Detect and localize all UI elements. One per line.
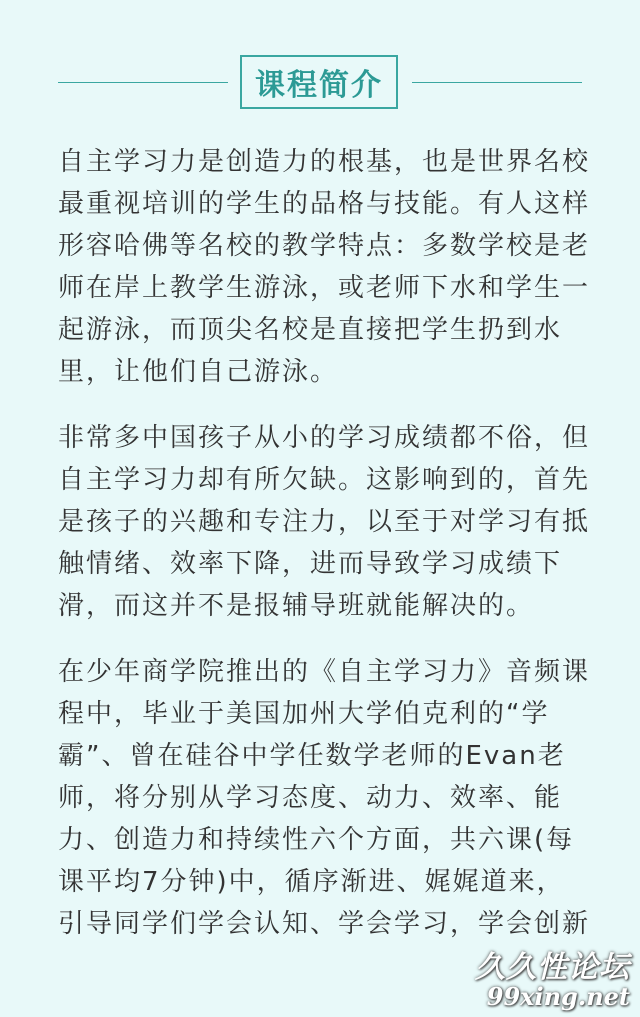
header-rule-right (412, 82, 582, 83)
section-title: 课程简介 (240, 55, 398, 109)
watermark-line-1: 久久性论坛 (475, 950, 630, 986)
header-rule-left (58, 82, 228, 83)
paragraph-1: 自主学习力是创造力的根基，也是世界名校最重视培训的学生的品格与技能。有人这样形容哈佛等名校的教学特点：多数学校是老师在岸上教学生游泳，或老师下水和学生一起游泳，而顶尖名校是直接把学生扔到水里，让他们自己游泳。 (58, 147, 591, 387)
watermark-line-2: 99xing.net (486, 981, 630, 1011)
site-watermark (475, 952, 630, 1009)
paragraph-2: 非常多中国孩子从小的学习成绩都不俗，但自主学习力却有所欠缺。这影响到的，首先是孩子的兴趣和专注力，以至于对学习有抵触情绪、效率下降，进而导致学习成绩下滑，而这并不是报辅导班就能解决的。 (58, 423, 591, 621)
section-header (0, 55, 640, 111)
course-description (58, 141, 590, 969)
paragraph-3: 在少年商学院推出的《自主学习力》音频课程中，毕业于美国加州大学伯克利的“学霸”、曾在硅谷中学任数学老师的Evan老师，将分别从学习态度、动力、效率、能力、创造力和持续性六个方面，共六课(每课平均7分钟)中，循序渐进、娓娓道来，引导同学们学会认知、学会学习，学会创新 (58, 657, 591, 939)
